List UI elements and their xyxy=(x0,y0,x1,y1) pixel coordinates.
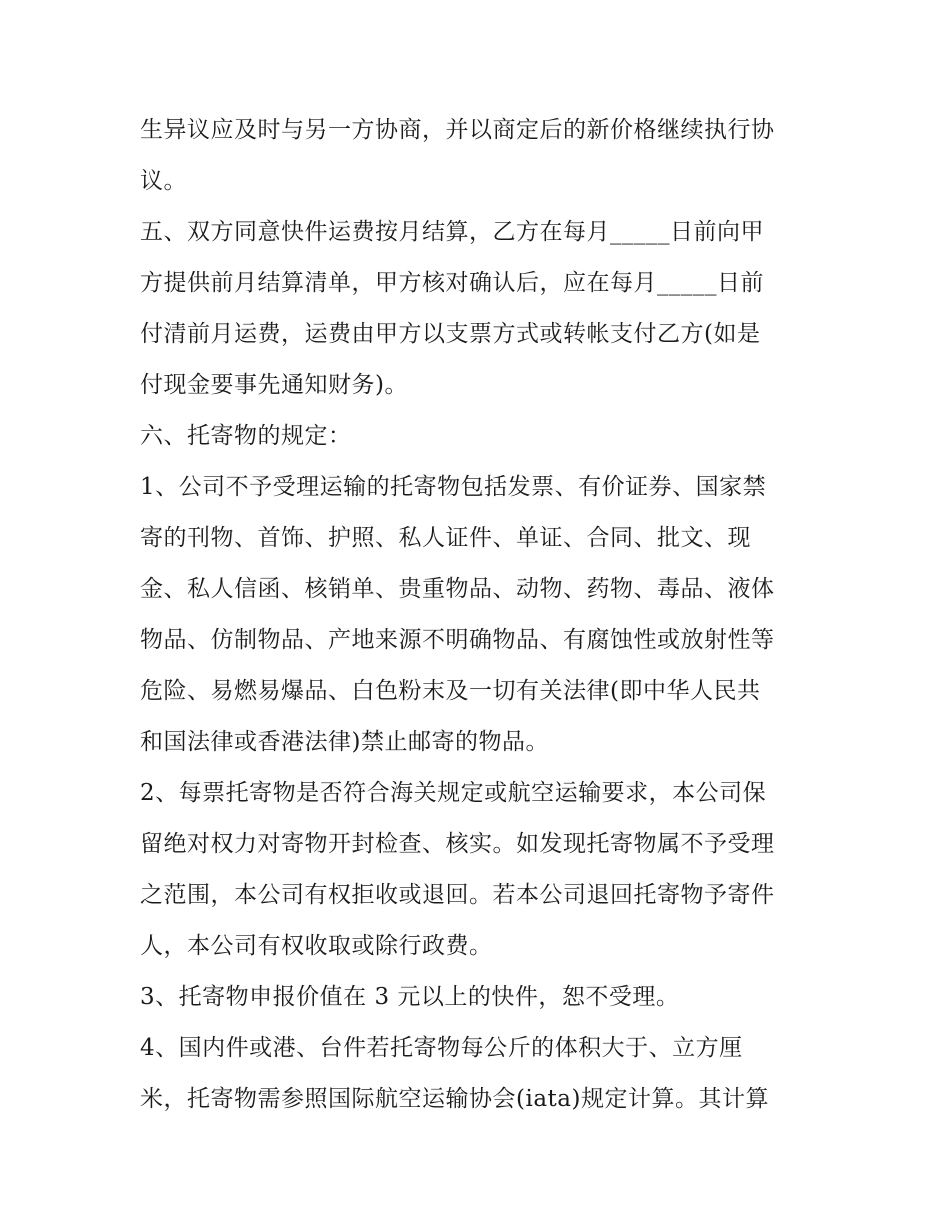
text-line: 付现金要事先通知财务)。 xyxy=(140,372,408,398)
text-line: 米，托寄物需参照国际航空运输协会(iata)规定计算。其计算 xyxy=(140,1086,769,1112)
text-line: 留绝对权力对寄物开封检查、核实。如发现托寄物属不予受理 xyxy=(140,831,775,857)
text-line: 金、私人信函、核销单、贵重物品、动物、药物、毒品、液体 xyxy=(140,576,775,602)
text-line: 1、公司不予受理运输的托寄物包括发票、有价证券、国家禁 xyxy=(140,474,767,500)
text-line: 付清前月运费，运费由甲方以支票方式或转帐支付乙方(如是 xyxy=(140,321,761,347)
text-line: 3、托寄物申报价值在 3 元以上的快件，恕不受理。 xyxy=(140,984,680,1010)
text-line: 和国法律或香港法律)禁止邮寄的物品。 xyxy=(140,729,549,755)
text-line: 危险、易燃易爆品、白色粉末及一切有关法律(即中华人民共 xyxy=(140,678,761,704)
text-line: 4、国内件或港、台件若托寄物每公斤的体积大于、立方厘 xyxy=(140,1035,743,1061)
text-line: 之范围，本公司有权拒收或退回。若本公司退回托寄物予寄件 xyxy=(140,882,775,908)
text-line: 2、每票托寄物是否符合海关规定或航空运输要求，本公司保 xyxy=(140,780,767,806)
text-line: 人，本公司有权收取或除行政费。 xyxy=(140,933,493,959)
section-heading: 六、托寄物的规定： xyxy=(140,423,352,449)
text-line: 五、双方同意快件运费按月结算，乙方在每月_____日前向甲 xyxy=(140,219,764,245)
text-line: 议。 xyxy=(140,168,187,194)
text-line: 方提供前月结算清单，甲方核对确认后，应在每月_____日前 xyxy=(140,270,764,296)
text-line: 物品、仿制物品、产地来源不明确物品、有腐蚀性或放射性等 xyxy=(140,627,775,653)
text-line: 生异议应及时与另一方协商，并以商定后的新价格继续执行协 xyxy=(140,117,775,143)
text-line: 寄的刊物、首饰、护照、私人证件、单证、合同、批文、现 xyxy=(140,525,751,551)
